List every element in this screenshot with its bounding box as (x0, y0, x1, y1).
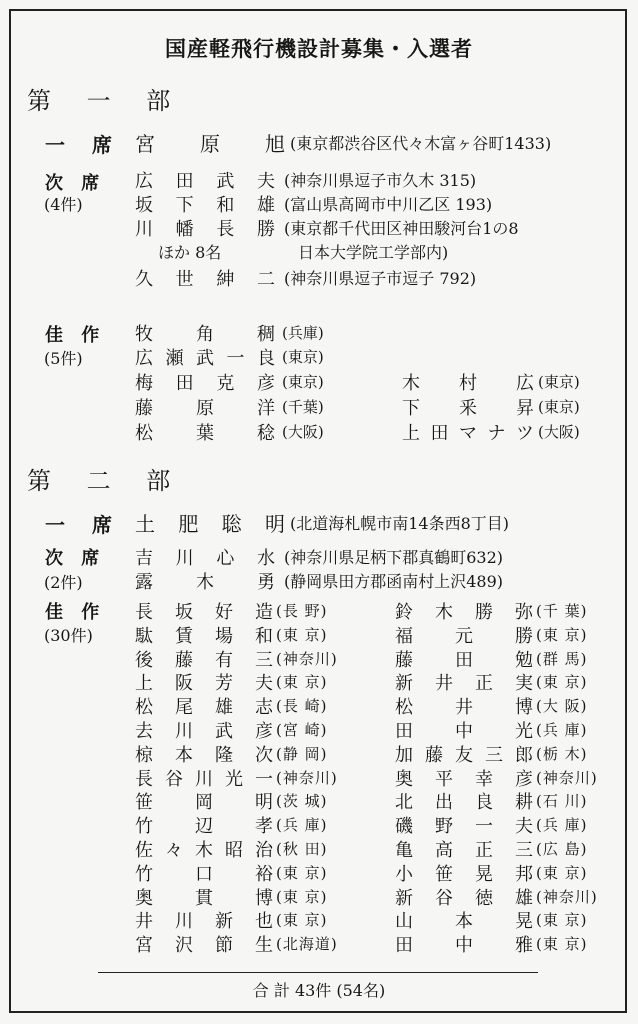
name-char: 宮 (135, 935, 153, 957)
honorable-place: (長 野) (276, 602, 328, 620)
name-char: 藤 (135, 398, 153, 419)
second-place-address: (静岡県田方郡函南村上沢489) (284, 572, 504, 591)
name-char: 駄 (135, 625, 153, 647)
name-char: 田 (395, 721, 413, 742)
name-char: 一 (255, 768, 273, 790)
name-char: 夫 (255, 673, 273, 695)
name-char: 徳 (475, 887, 493, 909)
name-char: 晃 (475, 863, 493, 885)
name-char: 耕 (515, 792, 533, 814)
name-char: 原 (200, 132, 220, 156)
section-heading-part1: 第 一 部 (27, 87, 185, 115)
name-char: 三 (255, 649, 273, 671)
name-char: 釆 (459, 398, 477, 419)
name-char: 長 (135, 602, 153, 623)
honorable-place: (神奈川) (276, 649, 338, 668)
name-char: 光 (225, 768, 243, 790)
name-char: 勝 (475, 602, 493, 623)
name-char: 志 (255, 697, 273, 719)
name-char: 晃 (515, 911, 533, 933)
honorable-place: (神奈川) (276, 768, 338, 787)
name-char: 中 (455, 721, 473, 742)
name-char: 和 (216, 195, 235, 216)
name-char: 実 (515, 673, 533, 695)
honorable-mention-label: 佳 作 (45, 325, 106, 346)
honorable-name (395, 625, 533, 647)
honorable-name (135, 744, 273, 766)
second-place-address: (神奈川県逗子市逗子 792) (284, 269, 477, 288)
honorable-name (135, 863, 273, 885)
honorable-place: (神奈川) (536, 768, 598, 787)
honorable-name (402, 425, 534, 443)
name-char: 出 (435, 792, 453, 814)
honorable-name (135, 375, 275, 393)
name-char: 雄 (515, 887, 533, 909)
honorable-mention-label: 佳 作 (45, 602, 106, 623)
name-char: 本 (175, 744, 193, 766)
name-char: 木 (402, 373, 420, 394)
name-char: 造 (255, 602, 273, 623)
name-char: 岡 (195, 792, 213, 814)
name-char: 松 (395, 697, 413, 719)
name-char: 加 (395, 744, 413, 766)
honorable-place: (東 京) (276, 673, 328, 692)
honorable-place: (兵 庫) (276, 816, 328, 835)
second-place-address: (富山県高岡市中川乙区 193) (284, 195, 493, 214)
honorable-name (395, 818, 533, 836)
name-char: 松 (135, 423, 153, 444)
honorable-place: (東 京) (536, 911, 588, 930)
name-char: 吉 (135, 548, 153, 569)
name-char: 去 (135, 721, 153, 742)
first-place-name (135, 134, 285, 154)
name-char: 上 (135, 673, 153, 695)
name-char: 沢 (175, 935, 193, 957)
name-char: 昭 (225, 840, 243, 861)
name-char: 洋 (257, 398, 275, 419)
name-char: 上 (402, 423, 420, 444)
name-char: 北 (395, 792, 413, 814)
honorable-place: (東京) (538, 373, 580, 391)
second-place-address: (東京都千代田区神田駿河台1の8 (284, 219, 519, 238)
second-place-name (135, 550, 275, 568)
name-char: 一 (475, 816, 493, 838)
honorable-name (135, 887, 273, 909)
honorable-name (395, 937, 533, 955)
name-char: 鈴 (395, 602, 413, 623)
name-char: 好 (215, 602, 233, 623)
name-char: 明 (255, 792, 273, 814)
first-place-label: 一 席 (45, 133, 122, 157)
name-char: 谷 (165, 768, 183, 790)
honorable-name (395, 794, 533, 812)
name-char: 水 (256, 548, 275, 569)
name-char: 稔 (257, 423, 275, 444)
second-place-name (135, 271, 275, 289)
name-char: 也 (255, 911, 273, 933)
name-char: マ (459, 423, 477, 444)
honorable-name (135, 723, 273, 741)
honorable-name (395, 887, 533, 909)
name-char: 佐 (135, 840, 153, 861)
honorable-name (402, 375, 534, 393)
name-char: 中 (455, 935, 473, 957)
name-char: 賃 (175, 625, 193, 647)
name-char: 武 (216, 171, 235, 192)
name-char: 夫 (256, 171, 275, 192)
name-char: 節 (215, 935, 233, 957)
name-char: 奥 (395, 768, 413, 790)
name-char: 彦 (255, 721, 273, 742)
name-char: 角 (196, 324, 214, 345)
name-char: 藤 (395, 649, 413, 671)
honorable-name (395, 863, 533, 885)
name-char: 笹 (135, 792, 153, 814)
name-char: 正 (475, 673, 493, 695)
name-char: 川 (175, 911, 193, 933)
name-char: 笹 (435, 863, 453, 885)
honorable-place: (東 京) (276, 625, 328, 644)
name-char: 葉 (196, 423, 214, 444)
name-char: 勉 (515, 649, 533, 671)
name-char: 川 (195, 768, 213, 790)
second-place-count: (4件) (44, 195, 83, 214)
first-place-address: (東京都渋谷区代々木富ヶ谷町1433) (290, 134, 552, 153)
honorable-place: (東京) (282, 373, 324, 391)
name-char: 二 (256, 269, 275, 290)
name-char: 藤 (175, 649, 193, 671)
second-place-count: (2件) (44, 573, 83, 592)
honorable-name (395, 913, 533, 931)
name-char: 梅 (135, 373, 153, 394)
name-char: 裕 (255, 863, 273, 885)
second-place-label: 次 席 (45, 173, 106, 194)
honorable-place: (東京) (282, 348, 324, 366)
name-char: 昇 (516, 398, 534, 419)
honorable-name (135, 350, 275, 368)
name-char: 本 (455, 911, 473, 933)
honorable-place: (東 京) (276, 863, 328, 882)
name-char: 三 (515, 840, 533, 861)
honorable-place: (兵 庫) (536, 721, 588, 739)
honorable-place: (茨 城) (276, 792, 328, 811)
name-char: 夫 (515, 816, 533, 838)
name-char: 博 (255, 887, 273, 909)
name-char: 三 (485, 744, 503, 766)
name-char: 幡 (175, 219, 194, 240)
name-char: 元 (455, 625, 473, 647)
name-char: 竹 (135, 816, 153, 838)
name-char: 勝 (256, 219, 275, 240)
name-char: 勝 (515, 625, 533, 647)
name-char: 勇 (257, 572, 275, 593)
second-place-name (135, 173, 275, 191)
name-char: 彦 (256, 373, 275, 394)
name-char: 武 (215, 721, 233, 742)
name-char: 光 (515, 721, 533, 742)
name-char: 生 (255, 935, 273, 957)
second-place-note: ほか 8名 (158, 243, 222, 262)
name-char: 新 (395, 673, 413, 695)
honorable-place: (東 京) (276, 887, 328, 906)
name-char: 旭 (265, 132, 285, 156)
name-char: 長 (135, 768, 153, 790)
name-char: 彦 (515, 768, 533, 790)
first-place-label: 一 席 (45, 513, 122, 537)
name-char: 雄 (256, 195, 275, 216)
honorable-name (402, 400, 534, 418)
name-char: 弥 (515, 602, 533, 623)
name-char: 井 (135, 911, 153, 933)
page-border (9, 9, 627, 1013)
name-char: 肥 (178, 512, 199, 536)
honorable-place: (石 川) (536, 792, 588, 811)
name-char: 郎 (515, 744, 533, 766)
honorable-place: (千葉) (282, 398, 324, 416)
honorable-place: (東 京) (536, 673, 588, 692)
name-char: 川 (135, 219, 153, 240)
section-heading-part2: 第 二 部 (27, 467, 185, 495)
name-char: 博 (515, 697, 533, 719)
name-char: 広 (516, 373, 534, 394)
name-char: 奥 (135, 887, 153, 909)
honorable-name (395, 744, 533, 766)
honorable-place: (兵 庫) (536, 816, 588, 835)
honorable-place: (宮 崎) (276, 721, 328, 739)
name-char: 雅 (515, 935, 533, 957)
name-char: 露 (135, 572, 153, 593)
name-char: ナ (487, 423, 506, 444)
honorable-name (135, 937, 273, 955)
honorable-name (135, 400, 275, 418)
total-divider (98, 972, 538, 973)
honorable-place: (神奈川) (536, 887, 598, 906)
name-char: 井 (435, 673, 453, 695)
name-char: 邦 (515, 863, 533, 885)
name-char: 川 (175, 548, 194, 569)
name-char: 井 (455, 697, 473, 719)
name-char: 木 (195, 840, 213, 861)
page-title: 国産軽飛行機設計募集・入選者 (165, 36, 473, 61)
name-char: 木 (196, 572, 214, 593)
name-char: 和 (255, 625, 273, 647)
name-char: 明 (264, 512, 285, 536)
honorable-name (395, 699, 533, 717)
honorable-mention-count: (30件) (44, 626, 93, 645)
name-char: 磯 (395, 816, 413, 838)
second-place-name (135, 197, 275, 215)
name-char: 福 (395, 625, 413, 647)
honorable-name (135, 699, 273, 717)
name-char: 新 (395, 887, 413, 909)
second-place-name (135, 574, 275, 592)
name-char: 広 (135, 171, 153, 192)
honorable-name (135, 913, 273, 931)
name-char: 坂 (175, 602, 193, 623)
name-char: 貫 (195, 887, 213, 909)
honorable-name (135, 768, 273, 790)
honorable-place: (広 島) (536, 840, 588, 858)
name-char: 聡 (221, 512, 242, 536)
name-char: 牧 (135, 324, 153, 345)
honorable-place: (群 馬) (536, 649, 588, 668)
second-place-address: 日本大学院工学部内) (298, 243, 449, 262)
second-place-name (135, 221, 275, 239)
honorable-mention-count: (5件) (44, 349, 83, 368)
second-place-address: (神奈川県足柄下郡真鶴町632) (284, 548, 504, 567)
name-char: 山 (395, 911, 413, 933)
name-char: 亀 (395, 840, 413, 861)
name-char: 友 (455, 744, 473, 766)
name-char: 川 (175, 721, 193, 742)
name-char: 久 (135, 269, 153, 290)
honorable-place: (大阪) (538, 423, 580, 441)
honorable-name (135, 842, 273, 860)
name-char: 克 (216, 373, 235, 394)
name-char: 良 (257, 348, 275, 369)
name-char: 新 (215, 911, 233, 933)
honorable-name (135, 649, 273, 671)
name-char: 隆 (215, 744, 233, 766)
name-char: 有 (215, 649, 233, 671)
name-char: 後 (135, 649, 153, 671)
honorable-name (395, 604, 533, 622)
honorable-name (395, 842, 533, 860)
name-char: 瀬 (165, 348, 184, 369)
honorable-name (135, 818, 273, 836)
name-char: 辺 (195, 816, 213, 838)
honorable-place: (長 崎) (276, 697, 328, 716)
honorable-place: (静 岡) (276, 744, 328, 763)
name-char: 田 (175, 171, 194, 192)
name-char: 竹 (135, 863, 153, 885)
name-char: 土 (135, 512, 155, 536)
honorable-place: (大阪) (282, 423, 324, 441)
honorable-place: (東 京) (536, 863, 588, 882)
name-char: 場 (215, 625, 233, 647)
name-char: 雄 (215, 697, 233, 719)
name-char: 々 (165, 840, 183, 861)
name-char: 原 (196, 398, 214, 419)
honorable-place: (東京) (538, 398, 580, 416)
name-char: 藤 (425, 744, 443, 766)
name-char: 世 (175, 269, 194, 290)
honorable-place: (兵庫) (282, 324, 324, 342)
name-char: 田 (395, 935, 413, 957)
name-char: 坂 (135, 195, 153, 216)
name-char: 椋 (135, 744, 153, 766)
name-char: 長 (216, 219, 235, 240)
honorable-name (395, 768, 533, 790)
name-char: 孝 (255, 816, 273, 838)
name-char: 武 (196, 348, 214, 369)
name-char: 稠 (257, 324, 275, 345)
honorable-place: (東 京) (536, 935, 588, 954)
name-char: 下 (402, 398, 420, 419)
name-char: 高 (435, 840, 453, 861)
name-char: 木 (435, 602, 453, 623)
name-char: 平 (435, 768, 453, 790)
name-char: 心 (216, 548, 235, 569)
name-char: 村 (459, 373, 477, 394)
honorable-name (135, 794, 273, 812)
honorable-name (135, 625, 273, 647)
name-char: 阪 (175, 673, 193, 695)
honorable-name (135, 604, 273, 622)
honorable-place: (秋 田) (276, 840, 328, 858)
name-char: ツ (516, 423, 534, 444)
honorable-place: (大 阪) (536, 697, 588, 716)
honorable-name (395, 649, 533, 671)
honorable-name (135, 425, 275, 443)
name-char: 宮 (135, 132, 155, 156)
name-char: 下 (175, 195, 194, 216)
first-place-name (135, 514, 285, 534)
first-place-address: (北道海札幌市南14条西8丁目) (290, 514, 510, 533)
name-char: 芳 (215, 673, 233, 695)
name-char: 幸 (475, 768, 493, 790)
name-char: 一 (226, 348, 245, 369)
name-char: 野 (435, 816, 453, 838)
honorable-name (395, 723, 533, 741)
honorable-name (395, 675, 533, 693)
name-char: 口 (195, 863, 213, 885)
honorable-place: (栃 木) (536, 744, 588, 763)
name-char: 紳 (216, 269, 235, 290)
name-char: 小 (395, 863, 413, 885)
honorable-name (135, 675, 273, 693)
honorable-place: (北海道) (276, 935, 338, 954)
honorable-name (135, 326, 275, 344)
honorable-place: (東 京) (276, 911, 328, 930)
second-place-label: 次 席 (45, 548, 106, 569)
name-char: 松 (135, 697, 153, 719)
honorable-place: (東 京) (536, 625, 588, 644)
name-char: 田 (430, 423, 449, 444)
name-char: 広 (135, 348, 153, 369)
name-char: 尾 (175, 697, 193, 719)
name-char: 田 (455, 649, 473, 671)
name-char: 良 (475, 792, 493, 814)
name-char: 田 (175, 373, 194, 394)
honorable-place: (千 葉) (536, 602, 588, 620)
name-char: 谷 (435, 887, 453, 909)
name-char: 治 (255, 840, 273, 861)
second-place-address: (神奈川県逗子市久木 315) (284, 171, 477, 190)
name-char: 正 (475, 840, 493, 861)
total-line: 合 計 43件 (54名) (252, 981, 386, 1000)
name-char: 次 (255, 744, 273, 766)
